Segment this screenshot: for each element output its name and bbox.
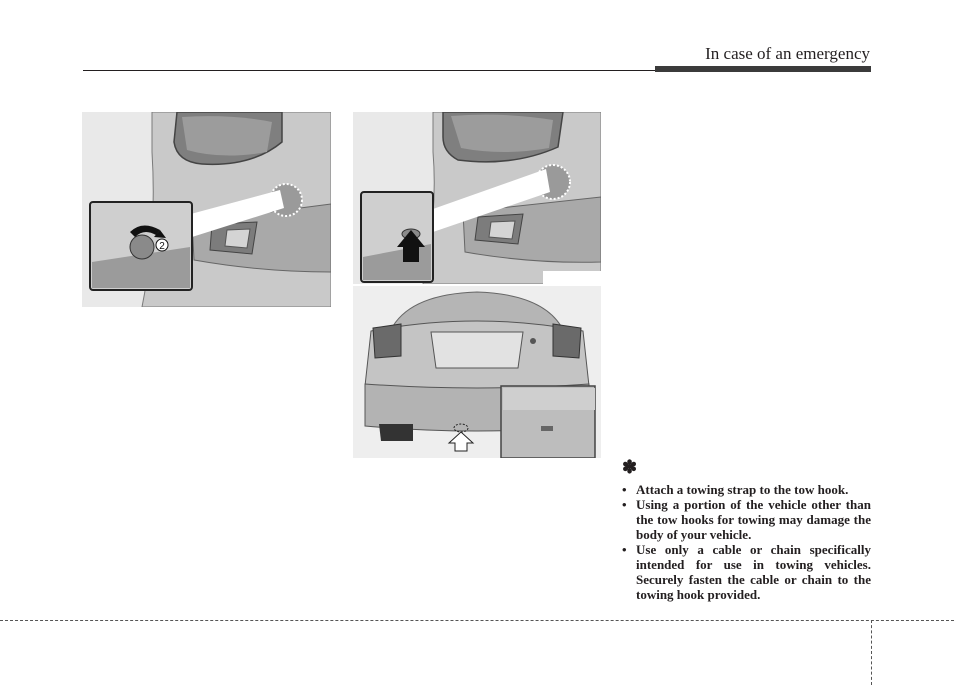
front-bumper-cover-illustration [82, 112, 331, 307]
bullet-icon: • [622, 542, 627, 557]
footer-page-divider [871, 620, 872, 685]
bullet-icon: • [622, 497, 627, 512]
towing-note [622, 457, 871, 602]
bullet-icon: • [622, 482, 627, 497]
note-item [622, 497, 871, 542]
note-asterisk-icon: ✽ [622, 457, 638, 477]
note-item-text: Using a portion of the vehicle other than the tow hooks for towing may damage the body of your vehicle. [636, 497, 871, 542]
footer-divider [0, 620, 954, 621]
note-item-text: Use only a cable or chain specifically intended for use in towing vehicles. Securely fasten the cable or chain to the towing hook provided. [636, 542, 871, 602]
tow-hook-install-illustration [353, 112, 601, 284]
note-item-text: Attach a towing strap to the tow hook. [636, 482, 849, 497]
callout-number: 2 [159, 241, 165, 252]
header-rule [83, 70, 655, 71]
section-title: In case of an emergency [705, 44, 870, 63]
note-item [622, 482, 871, 497]
note-bullet-list [622, 482, 871, 602]
figure-cutout [543, 271, 601, 284]
header-bar [655, 66, 871, 72]
note-item [622, 542, 871, 602]
rear-tow-hook-location-illustration [353, 286, 601, 458]
